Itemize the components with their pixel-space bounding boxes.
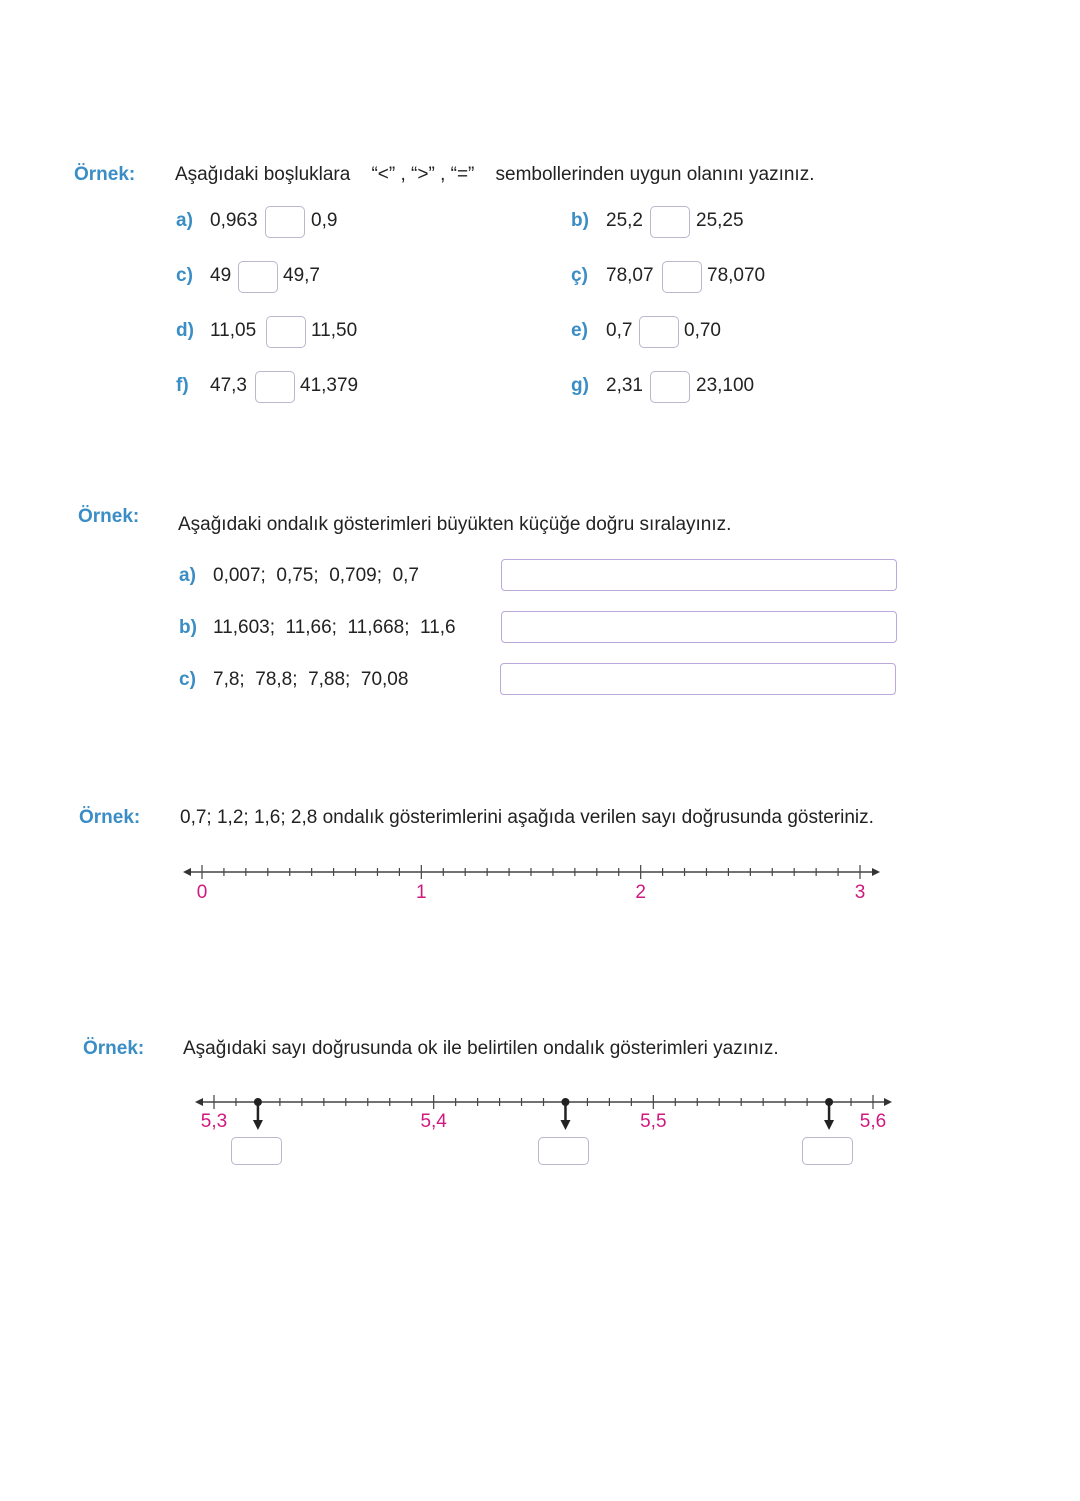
item-label: ç) [571, 265, 588, 286]
arrow-answer-box[interactable] [538, 1137, 589, 1165]
item-label: d) [176, 320, 194, 341]
left-arrowhead-icon [183, 868, 191, 876]
right-arrowhead-icon [872, 868, 880, 876]
left-arrowhead-icon [195, 1098, 203, 1106]
right-number: 49,7 [283, 265, 320, 286]
arrow-head-icon [253, 1120, 263, 1130]
tick-label: 5,3 [200, 1111, 228, 1132]
left-number: 47,3 [210, 375, 247, 396]
left-number: 49 [210, 265, 232, 286]
item-label: g) [571, 375, 589, 396]
section3-heading: Örnek: [79, 807, 141, 828]
right-number: 78,070 [707, 265, 766, 286]
section2-instruction: Aşağıdaki ondalık gösterimleri büyükten küçüğe doğru sıralayınız. [178, 514, 732, 535]
tick-label: 5,5 [640, 1111, 667, 1132]
instruction-text: Aşağıdaki boşluklara [175, 164, 351, 185]
section4-instruction: Aşağıdaki sayı doğrusunda ok ile belirtilen ondalık gösterimleri yazınız. [183, 1038, 779, 1059]
decimal-list: 7,8; 78,8; 7,88; 70,08 [213, 669, 409, 690]
right-number: 41,379 [300, 375, 359, 396]
section4-heading: Örnek: [83, 1038, 145, 1059]
item-label: a) [176, 210, 193, 231]
tick-label: 3 [854, 882, 866, 903]
item-label: b) [179, 617, 197, 638]
item-label: c) [176, 265, 193, 286]
left-number: 0,7 [606, 320, 633, 341]
decimal-list: 11,603; 11,66; 11,668; 11,6 [213, 617, 456, 638]
right-number: 0,9 [311, 210, 338, 231]
section3-instruction: 0,7; 1,2; 1,6; 2,8 ondalık gösterimlerini aşağıda verilen sayı doğrusunda gösteriniz. [180, 807, 874, 828]
item-label: f) [176, 375, 189, 396]
arrow-head-icon [560, 1120, 570, 1130]
right-number: 0,70 [684, 320, 721, 341]
left-number: 78,07 [606, 265, 654, 286]
arrow-head-icon [824, 1120, 834, 1130]
section1-heading: Örnek: [74, 164, 136, 185]
instruction-end-text: sembollerinden uygun olanını yazınız. [495, 164, 815, 185]
left-number: 11,05 [210, 320, 257, 341]
right-number: 25,25 [696, 210, 744, 231]
section2-heading: Örnek: [78, 506, 140, 527]
tick-label: 2 [635, 882, 646, 903]
decimal-list: 0,007; 0,75; 0,709; 0,7 [213, 565, 419, 586]
item-label: e) [571, 320, 588, 341]
item-label: a) [179, 565, 196, 586]
item-label: c) [179, 669, 196, 690]
tick-label: 0 [196, 882, 208, 903]
right-number: 23,100 [696, 375, 755, 396]
arrow-answer-box[interactable] [231, 1137, 282, 1165]
right-number: 11,50 [311, 320, 358, 341]
tick-label: 5,4 [420, 1111, 447, 1132]
left-number: 0,963 [210, 210, 258, 231]
right-arrowhead-icon [884, 1098, 892, 1106]
arrow-answer-box[interactable] [802, 1137, 853, 1165]
tick-label: 1 [416, 882, 427, 903]
symbols-text: “<” , “>” , “=” [371, 164, 475, 185]
item-label: b) [571, 210, 589, 231]
left-number: 2,31 [606, 375, 643, 396]
left-number: 25,2 [606, 210, 643, 231]
tick-label: 5,6 [859, 1111, 887, 1132]
